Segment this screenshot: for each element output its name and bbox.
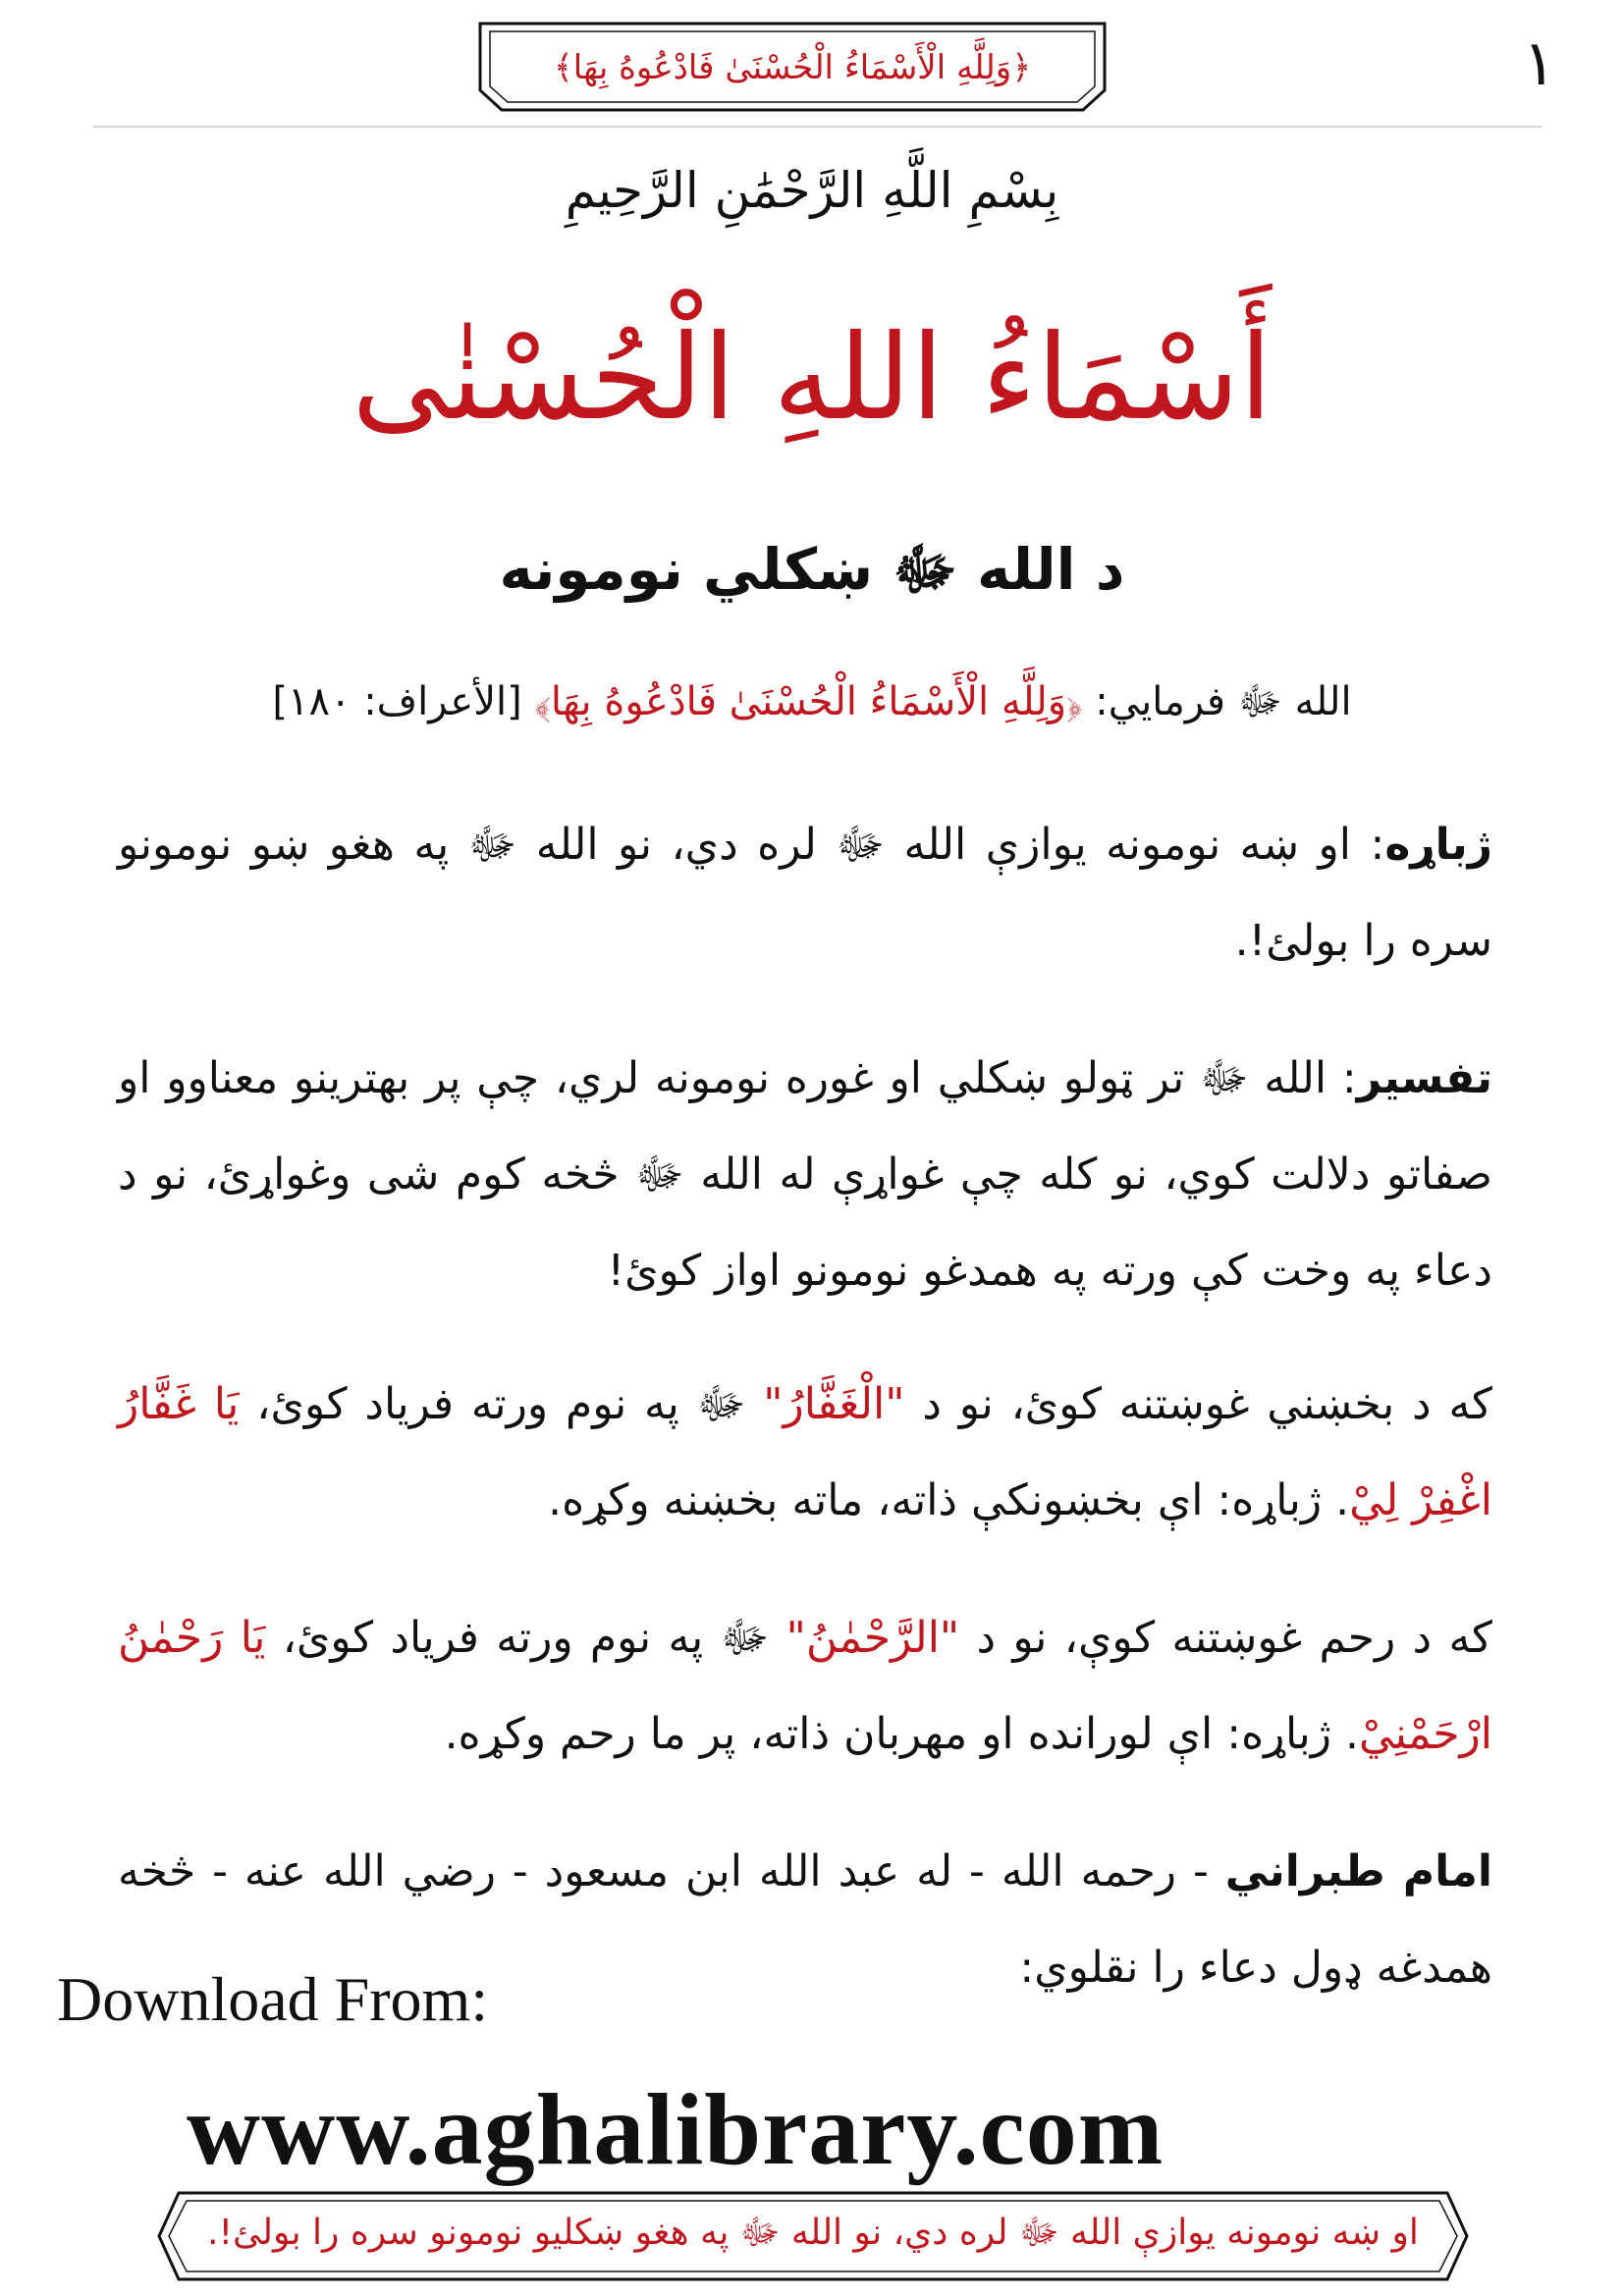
translation-text: : او ښه نومونه يوازې الله ﷻ لره دي، نو الله ﷻ په هغو ښو نومونو سره را بولئ!. — [118, 820, 1492, 966]
tafsir-label: تفسير — [1356, 1053, 1492, 1103]
tafsir-text: : الله ﷻ تر ټولو ښکلي او غوره نومونه لري، چې پر بهترينو معناوو او صفاتو دلالت کوي، نو کله چې غواړې له الله ﷻ څخه کوم شی وغواړئ، نو د دعاء په وخت کې ورته په همدغو نومونو اواز کوئ! — [118, 1053, 1492, 1296]
forgiveness-name: "الْغَفَّارُ" — [763, 1379, 905, 1429]
page-title: أَسْمَاءُ اللهِ الْحُسْنٰى — [352, 310, 1272, 447]
mercy-text-a: که د رحم غوښتنه کوې، نو د — [959, 1613, 1493, 1663]
download-url[interactable]: www.aghalibrary.com — [187, 2073, 1164, 2186]
header-banner — [478, 22, 1107, 112]
tabarani-text: - رحمه الله - له عبد الله ابن مسعود - رضي الله عنه - څخه همدغه ډول دعاء را نقلوي: — [118, 1846, 1492, 1993]
header-divider — [93, 126, 1542, 128]
paragraph-tafsir — [118, 1031, 1492, 1319]
page-number: ١ — [1522, 27, 1556, 100]
forgiveness-text-b: ﷻ په نوم ورته فرياد کوئ، — [239, 1379, 764, 1429]
forgiveness-text-c: . ژباړه: اې بخښونکې ذاته، ماته بخښنه وکړه. — [548, 1475, 1350, 1525]
paragraph-forgiveness — [118, 1357, 1492, 1549]
mercy-dua: يَا رَحْمٰنُ ارْحَمْنِيْ — [118, 1613, 1492, 1759]
translation-label: ژباړه — [1384, 820, 1492, 870]
paragraph-translation — [118, 797, 1492, 989]
paragraph-mercy — [118, 1590, 1492, 1783]
mercy-text-c: . ژباړه: اې لورانده او مهربان ذاته، پر ما رحم وکړه. — [444, 1709, 1359, 1759]
verse-line — [196, 677, 1428, 734]
download-from-label: Download From: — [57, 1964, 489, 2034]
basmala: بِسْمِ اللَّهِ الرَّحْمَٰنِ الرَّحِيمِ — [565, 162, 1059, 219]
page-subtitle: د الله ﷻ ښکلي نومونه — [499, 536, 1125, 603]
mercy-name: "الرَّحْمٰنُ" — [785, 1613, 960, 1663]
header-banner-text: ﴿وَلِلَّهِ الْأَسْمَاءُ الْحُسْنَىٰ فَادْعُوهُ بِهَا﴾ — [553, 47, 1032, 87]
footer-banner-text: او ښه نومونه يوازې الله ﷻ لره دي، نو الله ﷻ په هغو ښکليو نومونو سره را بولئ!. — [207, 2213, 1419, 2253]
tabarani-label: امام طبراني — [1224, 1846, 1492, 1896]
verse-quote: ﴿وَلِلَّهِ الْأَسْمَاءُ الْحُسْنَىٰ فَادْعُوهُ بِهَا﴾ — [534, 679, 1083, 724]
forgiveness-dua: يَا غَفَّارُ اغْفِرْ لِيْ — [118, 1379, 1492, 1525]
mercy-text-b: ﷻ په نوم ورته فرياد کوئ، — [265, 1613, 786, 1663]
footer-banner — [157, 2191, 1469, 2281]
forgiveness-text-a: که د بخښني غوښتنه کوئ، نو د — [904, 1379, 1493, 1429]
verse-intro: الله ﷻ فرمايي: — [1082, 679, 1352, 724]
verse-reference: [الأعراف: ١٨٠] — [272, 679, 535, 724]
